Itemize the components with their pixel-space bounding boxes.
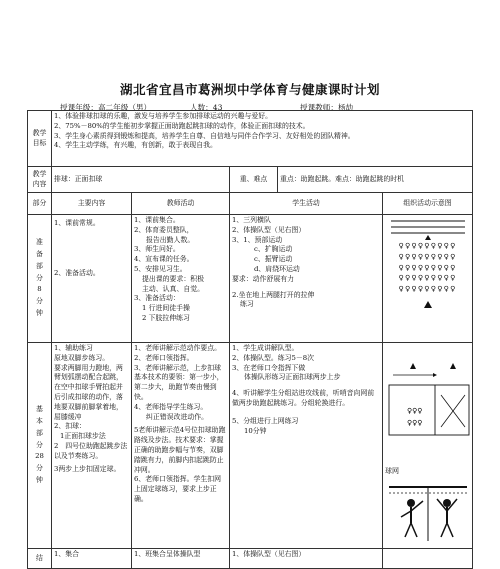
end-content: 1、集合 <box>52 549 132 569</box>
teacher-info: 授课教师：杨劼 <box>300 103 354 112</box>
header-student: 学生活动 <box>230 193 383 215</box>
basic-content: 1、辅助练习 原地双脚步练习。 要求两脚用力蹬地，两臂划弧摆动配合起跳，在空中扣球手臂拍起并后引成扣球的动作，落地要双脚前脚掌着地，屈膝缓冲 2、扣球： 1正面扣球步法 2 四号位助跑起跳步法以及节奏练习。 3两步上步扣固定球。 <box>52 343 132 549</box>
student-formation-row: ♀♀♀♀♀♀♀♀♀ <box>398 262 457 272</box>
prep-content-item: 1、课前常规。 <box>54 219 100 227</box>
content-value: 排球：正面扣球 <box>52 167 230 193</box>
prep-content <box>52 215 132 343</box>
goals-list <box>52 111 473 167</box>
goal-item: 3、学生身心素质得到锻炼和提高，培养学生自尊、自信地与同伴合作学习、友好相处的团队精神。 <box>54 131 355 140</box>
end-part-label: 结 <box>28 549 52 569</box>
student-formation-row: ♀♀♀♀♀♀♀♀♀ <box>398 284 457 294</box>
student-formation-row: ♀♀♀♀♀♀♀♀♀ <box>398 241 457 250</box>
prep-student: 1、三列横队 2、体操队型（见右图） 3、1、预部运动 c、扩胸运动 c、振臂运动 d、肩绕环运动 要求：动作舒展有力 2.坐在地上两腿打开的拉伸 练习 <box>230 215 383 343</box>
prep-teacher: 1、课前集合。 2、体育委员整队， 报告出勤人数。 3、师生问好。 4、宣布课的任务。 5、安排见习生。 提出课的要求：积极 主动、认真、自觉。 3、准备活动： 1 行进间徒手操 2 下肢拉伸练习 <box>132 215 230 343</box>
goal-item: 4、学生主动学练，有兴趣，有创新，敢于表现自我。 <box>54 141 217 150</box>
goals-label: 教学目标 <box>28 111 52 167</box>
basic-part-label: 基 本 部 分 28 分 钟 <box>28 343 52 549</box>
basic-diagram <box>383 343 473 549</box>
student-formation-row: ♀♀♀♀♀♀♀♀♀ <box>398 273 457 283</box>
svg-text:♀♀♀: ♀♀♀ <box>407 419 423 427</box>
key-points-label: 重、难点 <box>230 167 278 193</box>
header-content: 主要内容 <box>52 193 132 215</box>
formation-lines <box>383 215 473 241</box>
prep-diagram <box>383 215 473 343</box>
prep-part-label: 准 备 部 分 8 分 钟 <box>28 215 52 343</box>
header-part: 部分 <box>28 193 52 215</box>
lesson-plan-table <box>27 110 473 569</box>
header-teacher: 教师活动 <box>132 193 230 215</box>
grade-info: 授课年级：高二年级（男） <box>60 103 152 112</box>
svg-text:♀♀♀: ♀♀♀ <box>407 407 423 415</box>
page-title: 湖北省宜昌市葛洲坝中学体育与健康课时计划 <box>119 82 380 97</box>
student-formation-row: ♀♀♀♀♀♀♀♀♀ <box>398 251 457 261</box>
key-points-value: 重点：助跑起跳。难点：助跑起跳的时机 <box>278 167 473 193</box>
spiking-figure <box>383 477 473 547</box>
student-count: 人数：43 <box>190 103 223 112</box>
prep-content-item: 2、准备活动。 <box>54 268 100 277</box>
end-teacher: 1、班集合呈体操队型 <box>132 549 230 569</box>
content-label: 教学内容 <box>28 167 52 193</box>
goal-item: 2、75%－80%的学生能初步掌握正面助跑起跳扣球的动作，体验正面扣球的技术。 <box>54 121 310 130</box>
end-student: 1、体操队型（见右图） <box>230 549 383 569</box>
header-diagram: 组织活动示意图 <box>383 193 473 215</box>
basic-teacher: 1、老师讲解示范动作要点。 2、老师口领指挥。 3、老师讲解示范，上步扣球基本技术的要领：第一步小，第二步大，助跑节奏由慢到快。 4、老师指导学生练习。 纠正错误改进动作。 5老师讲解示范4号位扣球助跑路线及步法。技术要求：掌握正确的助跑步幅与节奏，双脚踏跳有力，前脚内扣起跳防止冲网。 6、老师口领指挥。学生扣网上固定球练习，要求上步正确。 <box>132 343 230 549</box>
goal-item: 1、体验排球扣球的乐趣，激发与培养学生参加排球运动的兴趣与爱好。 <box>54 112 272 120</box>
court-diagram <box>383 347 473 467</box>
net-label: 球网 <box>385 467 399 475</box>
teacher-marker-icon <box>383 295 473 315</box>
basic-student: 1、学生成讲解队型。 2、体操队型。练习5－8次 3、在老师口令指挥下做 体操队形练习正面扣球两步上步 4、听讲解学生分组站进攻线前，听哨音向网前做两步助跑起跳练习。分组轮换进行。 5、分组进行上网练习 10分钟 <box>230 343 383 549</box>
